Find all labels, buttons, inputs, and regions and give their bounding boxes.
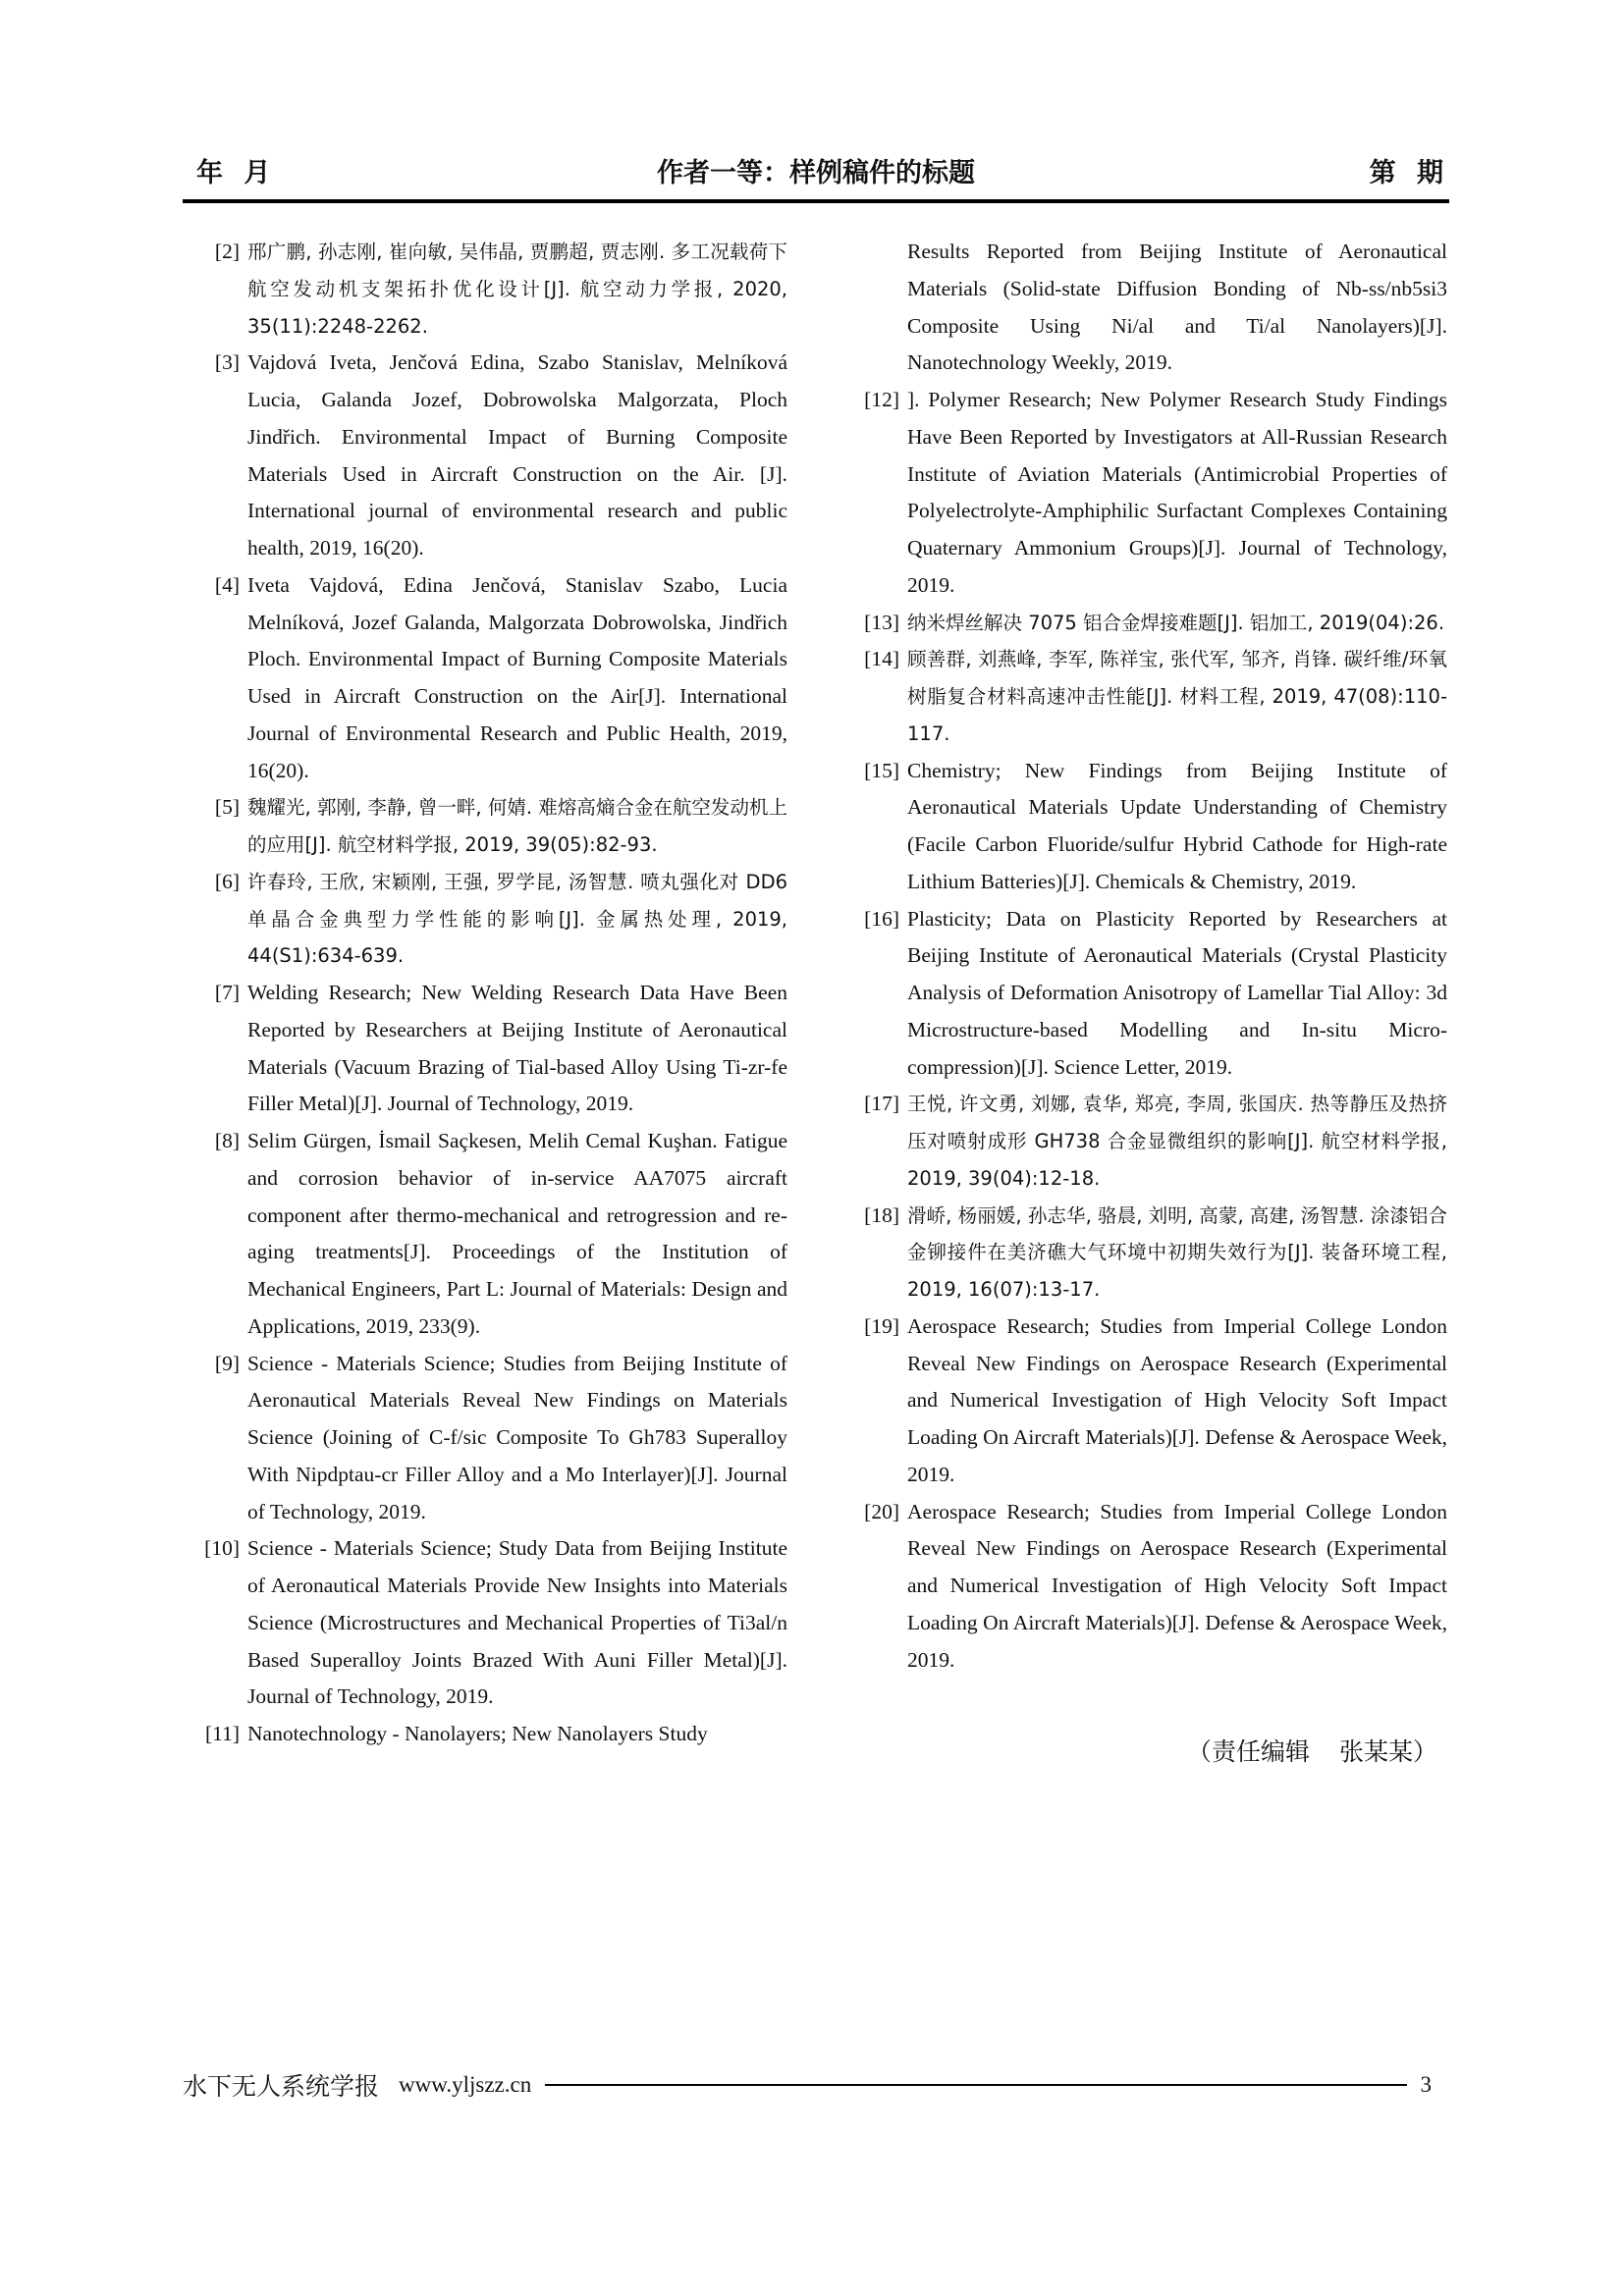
references-right-column (850, 234, 1447, 1679)
reference-text: 邢广鹏, 孙志刚, 崔向敏, 吴伟晶, 贾鹏超, 贾志刚. 多工况载荷下航空发动机支架拓扑优化设计[J]. 航空动力学报, 2020, 35(11):2248-2262. (247, 240, 787, 338)
reference-number: [20] (864, 1499, 899, 1523)
references-left-column (190, 234, 787, 1753)
reference-text: Iveta Vajdová, Edina Jenčová, Stanislav Szabo, Lucia Melníková, Jozef Galanda, Malgorzata Dobrowolska, Jindřich Ploch. Environmental Impact of Burning Composite Materials Used in Aircraft Construction on the Air[J]. International Journal of Environmental Research and Public Health, 2019, 16(20). (247, 572, 787, 782)
reference-number: [15] (864, 758, 899, 782)
reference-text: 顾善群, 刘燕峰, 李军, 陈祥宝, 张代军, 邹齐, 肖锋. 碳纤维/环氧树脂复合材料高速冲击性能[J]. 材料工程, 2019, 47(08):110-117. (907, 648, 1447, 745)
reference-text: Plasticity; Data on Plasticity Reported by Researchers at Beijing Institute of Aeronautical Materials (Crystal Plasticity Analysis of Deformation Anisotropy of Lamellar Tial Alloy: 3d Microstructure-based Modelling and In-situ Micro-compression)[J]. Science Letter, 2019. (907, 906, 1447, 1079)
header-date: 年 月 (196, 158, 277, 188)
reference-item (850, 1086, 1447, 1197)
reference-item (850, 1494, 1447, 1680)
reference-item (850, 753, 1447, 901)
reference-item (850, 1308, 1447, 1494)
reference-text: 滑峤, 杨丽媛, 孙志华, 骆晨, 刘明, 高蒙, 高建, 汤智慧. 涂漆铝合金铆接件在美济礁大气环境中初期失效行为[J]. 装备环境工程, 2019, 16(07):13-17. (907, 1203, 1447, 1301)
reference-number: [5] (214, 795, 240, 820)
reference-item (190, 1123, 787, 1346)
reference-number: [19] (864, 1313, 899, 1338)
reference-text: 纳米焊丝解决 7075 铝合金焊接难题[J]. 铝加工, 2019(04):26. (907, 611, 1445, 634)
reference-item (850, 1198, 1447, 1308)
reference-number: [6] (214, 869, 240, 893)
reference-text: Welding Research; New Welding Research Data Have Been Reported by Researchers at Beijing Institute of Aeronautical Materials (Vacuum Brazing of Tial-based Alloy Using Ti-zr-fe Filler Metal)[J]. Journal of Technology, 2019. (247, 981, 787, 1116)
reference-number: [2] (214, 240, 240, 263)
page-number: 3 (1420, 2072, 1432, 2097)
reference-number: [14] (864, 647, 899, 671)
reference-number: [17] (864, 1092, 899, 1116)
reference-item (850, 901, 1447, 1087)
reference-item (190, 1716, 787, 1753)
reference-number: [12] (864, 388, 899, 411)
reference-item (850, 382, 1447, 605)
editor-role: 责任编辑 (1211, 1737, 1310, 1766)
footer-rule (545, 2084, 1406, 2086)
reference-text: Aerospace Research; Studies from Imperial College London Reveal New Findings on Aerospace Research (Experimental and Numerical Investigation of High Velocity Soft Impact Loading On Aircraft Materials)[J]. Defense & Aerospace Week, 2019. (907, 1499, 1447, 1672)
reference-item (190, 975, 787, 1123)
reference-text: Selim Gürgen, İsmail Saçkesen, Melih Cemal Kuşhan. Fatigue and corrosion behavior of in-service AA7075 aircraft component after thermo-mechanical and retrogression and re-aging treatments[J]. Proceedings of the Institution of Mechanical Engineers, Part L: Journal of Materials: Design and Applications, 2019, 233(9). (247, 1129, 787, 1338)
reference-text: Science - Materials Science; Studies from Beijing Institute of Aeronautical Materials Reveal New Findings on Materials Science (Joining of C-f/sic Composite To Gh783 Superalloy With Nipdptau-cr Filler Alloy and a Mo Interlayer)[J]. Journal of Technology, 2019. (247, 1351, 787, 1523)
reference-item (190, 1530, 787, 1716)
reference-text: 许春玲, 王欣, 宋颖刚, 王强, 罗学昆, 汤智慧. 喷丸强化对 DD6 单晶合金典型力学性能的影响[J]. 金属热处理, 2019, 44(S1):634-639. (247, 870, 787, 968)
reference-number: [3] (214, 350, 240, 375)
reference-number: [9] (214, 1351, 240, 1375)
reference-number: [13] (864, 610, 899, 634)
reference-number: [8] (214, 1129, 240, 1152)
reference-text: Nanotechnology - Nanolayers; New Nanolayers Study (247, 1722, 708, 1745)
reference-number: [16] (864, 906, 899, 931)
editor-name: 张某某 (1338, 1737, 1413, 1766)
reference-item (190, 567, 787, 790)
reference-item (190, 234, 787, 345)
header-issue: 第 期 (1369, 158, 1449, 188)
reference-item (850, 234, 1447, 382)
reference-text: 魏耀光, 郭刚, 李静, 曾一畔, 何婧. 难熔高熵合金在航空发动机上的应用[J]. 航空材料学报, 2019, 39(05):82-93. (247, 796, 787, 856)
header-rule (183, 199, 1449, 203)
reference-item (190, 864, 787, 975)
reference-item (850, 641, 1447, 752)
reference-item (850, 605, 1447, 642)
reference-text: ]. Polymer Research; New Polymer Research Study Findings Have Been Reported by Investigators at All-Russian Research Institute of Aviation Materials (Antimicrobial Properties of Polyelectrolyte-Amphiphilic Surfactant Complexes Containing Quaternary Ammonium Groups)[J]. Journal of Technology, 2019. (907, 388, 1447, 597)
reference-item (190, 1346, 787, 1531)
reference-text: Chemistry; New Findings from Beijing Institute of Aeronautical Materials Update Understanding of Chemistry (Facile Carbon Fluoride/sulfur Hybrid Cathode for High-rate Lithium Batteries)[J]. Chemicals & Chemistry, 2019. (907, 758, 1447, 893)
reference-text: Results Reported from Beijing Institute of Aeronautical Materials (Solid-state Diffusion Bonding of Nb-ss/nb5si3 Composite Using Ni/al and Ti/al Nanolayers)[J]. Nanotechnology Weekly, 2019. (907, 240, 1447, 375)
header-title: 作者一等：样例稿件的标题 (657, 158, 975, 188)
running-header (183, 157, 1449, 200)
reference-item (190, 345, 787, 567)
reference-text: Science - Materials Science; Study Data from Beijing Institute of Aeronautical Materials Provide New Insights into Materials Science (Microstructures and Mechanical Properties of Ti3al/n Based Superalloy Joints Brazed With Auni Filler Metal)[J]. Journal of Technology, 2019. (247, 1536, 787, 1709)
reference-text: 王悦, 许文勇, 刘娜, 袁华, 郑亮, 李周, 张国庆. 热等静压及热挤压对喷射成形 GH738 合金显微组织的影响[J]. 航空材料学报, 2019, 39(04):12-18. (907, 1093, 1447, 1190)
reference-number: [10] (204, 1536, 240, 1561)
reference-item (190, 789, 787, 864)
reference-number: [18] (864, 1202, 899, 1227)
editor-open-paren: （ (1186, 1737, 1212, 1766)
reference-text: Vajdová Iveta, Jenčová Edina, Szabo Stanislav, Melníková Lucia, Galanda Jozef, Dobrowolska Malgorzata, Ploch Jindřich. Environmental Impact of Burning Composite Materials Used in Aircraft Construction on the Air. [J]. International journal of environmental research and public health, 2019, 16(20). (247, 350, 787, 560)
page-footer (183, 2065, 1449, 2105)
reference-number: [7] (214, 981, 240, 1004)
reference-number: [4] (214, 572, 240, 597)
footer-url: www.yljszz.cn (399, 2072, 532, 2097)
reference-number: [11] (204, 1722, 240, 1745)
responsible-editor (1021, 1733, 1449, 1768)
editor-close-paren: ） (1412, 1737, 1437, 1766)
footer-journal-name: 水下无人系统学报 (183, 2072, 380, 2101)
reference-text: Aerospace Research; Studies from Imperial College London Reveal New Findings on Aerospace Research (Experimental and Numerical Investigation of High Velocity Soft Impact Loading On Aircraft Materials)[J]. Defense & Aerospace Week, 2019. (907, 1313, 1447, 1486)
